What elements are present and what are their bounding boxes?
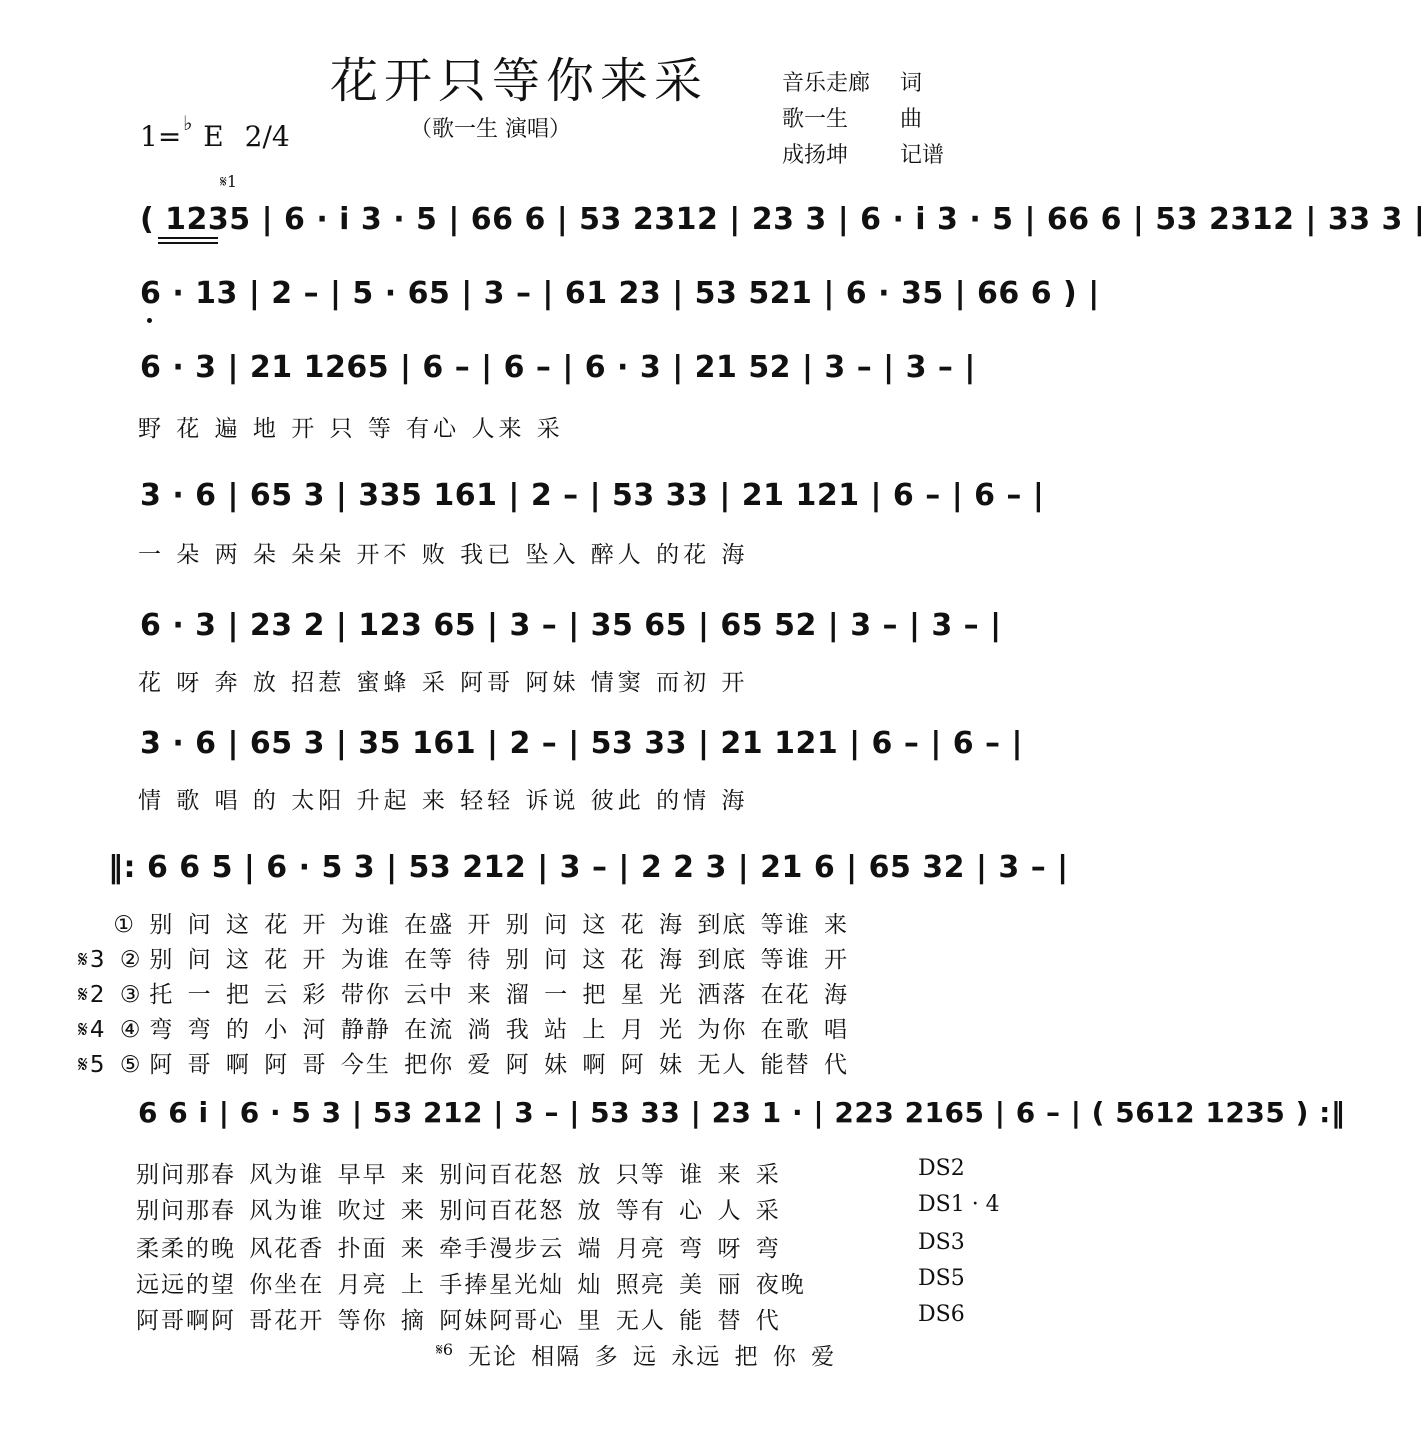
verse-a-3 [78, 976, 849, 1009]
ds-mark-3: DS3 [918, 1230, 965, 1255]
verse-a-5 [78, 1046, 849, 1079]
verse-text: 弯 弯 的 小 河 静静 在流 淌 我 站 上 月 光 为你 在歌 唱 [149, 1017, 849, 1043]
verse-b-3: 柔柔的晚 风花香 扑面 来 牵手漫步云 端 月亮 弯 呀 弯 [136, 1236, 781, 1262]
verse-text: 阿 哥 啊 阿 哥 今生 把你 爱 阿 妹 啊 阿 妹 无人 能替 代 [149, 1052, 849, 1078]
system-3-notes: 6 · 3 | 21 1265 | 6 – | 6 – | 6 · 3 | 21 52 | 3 – | 3 – | [140, 350, 976, 385]
system-6-lyrics: 情 歌 唱 的 太阳 升起 来 轻轻 诉说 彼此 的情 海 [138, 788, 749, 814]
verse-text: 别 问 这 花 开 为谁 在等 待 别 问 这 花 海 到底 等谁 开 [149, 947, 849, 973]
verse-a-4 [78, 1011, 849, 1044]
verse-b-4: 远远的望 你坐在 月亮 上 手捧星光灿 灿 照亮 美 丽 夜晚 [136, 1272, 806, 1298]
system-6-notes: 3 · 6 | 65 3 | 35 161 | 2 – | 53 33 | 21 121 | 6 – | 6 – | [140, 726, 1023, 761]
verse-b-2: 别问那春 风为谁 吹过 来 别问百花怒 放 等有 心 人 采 [136, 1198, 781, 1224]
low-octave-dot [147, 318, 152, 323]
system-5-notes: 6 · 3 | 23 2 | 123 65 | 3 – | 35 65 | 65 52 | 3 – | 3 – | [140, 608, 1002, 643]
time-signature: 2/4 [244, 120, 290, 153]
system-5-lyrics: 花 呀 奔 放 招惹 蜜蜂 采 阿哥 阿妹 情窦 而初 开 [138, 670, 749, 696]
verse-prefix: 𝄋4 ④ [78, 1017, 143, 1043]
system-2-notes: 6 · 13 | 2 – | 5 · 65 | 3 – | 61 23 | 53 521 | 6 · 35 | 66 6 ) | [140, 276, 1100, 311]
song-title: 花开只等你来采 [330, 53, 709, 109]
verse-b-1: 别问那春 风为谁 早早 来 别问百花怒 放 只等 谁 来 采 [136, 1162, 781, 1188]
verse-a-1 [78, 906, 849, 939]
verse-prefix: 𝄋3 ② [78, 947, 143, 973]
segno-mark-6: 𝄋6 [436, 1340, 454, 1359]
system-4-lyrics: 一 朵 两 朵 朵朵 开不 败 我已 坠入 醉人 的花 海 [138, 542, 749, 568]
verse-a-2 [78, 941, 849, 974]
system-8-notes: 6 6 i | 6 · 5 3 | 53 212 | 3 – | 53 33 | 23 1 · | 223 2165 | 6 – | ( 5612 1235 ) :‖ [138, 1096, 1346, 1129]
flat-icon: ♭ [183, 111, 193, 135]
system-7-notes: ‖: 6 6 5 | 6 · 5 3 | 53 212 | 3 – | 2 2 3 | 21 6 | 65 32 | 3 – | [108, 850, 1069, 885]
system-4-notes: 3 · 6 | 65 3 | 335 161 | 2 – | 53 33 | 21 121 | 6 – | 6 – | [140, 478, 1045, 513]
coda-lyrics: 无论 相隔 多 远 永远 把 你 爱 [468, 1344, 837, 1370]
key-signature [140, 120, 290, 153]
verse-text: 托 一 把 云 彩 带你 云中 来 溜 一 把 星 光 洒落 在花 海 [149, 982, 849, 1008]
ds-mark-4: DS5 [918, 1266, 965, 1291]
beam-line [158, 237, 218, 239]
ds-mark-2: DS1 · 4 [918, 1192, 1000, 1217]
performer-line: （歌一生 演唱） [410, 117, 571, 142]
verse-prefix: 𝄋5 ⑤ [78, 1052, 143, 1078]
lyricist-role: 词 [900, 71, 923, 96]
composer-name: 歌一生 [782, 107, 849, 132]
verse-prefix: ① [113, 912, 136, 938]
verse-prefix: 𝄋2 ③ [78, 982, 143, 1008]
ds-mark-5: DS6 [918, 1302, 965, 1327]
composer-role: 曲 [900, 107, 923, 132]
lyricist-name: 音乐走廊 [782, 71, 871, 96]
transcriber-name: 成扬坤 [782, 143, 849, 168]
beam-line [158, 242, 218, 244]
system-1-notes: ( 1235 | 6 · i 3 · 5 | 66 6 | 53 2312 | 23 3 | 6 · i 3 · 5 | 66 6 | 53 2312 | 33 3 | [140, 202, 1425, 237]
verse-text: 别 问 这 花 开 为谁 在盛 开 别 问 这 花 海 到底 等谁 来 [149, 912, 849, 938]
ds-mark-1: DS2 [918, 1156, 965, 1181]
segno-mark-1: 𝄋1 [220, 172, 238, 191]
transcriber-role: 记谱 [900, 143, 945, 168]
key-prefix: 1= [140, 120, 182, 153]
system-3-lyrics: 野 花 遍 地 开 只 等 有心 人来 采 [138, 416, 564, 442]
key-note: E [203, 120, 224, 153]
verse-b-5: 阿哥啊阿 哥花开 等你 摘 阿妹阿哥心 里 无人 能 替 代 [136, 1308, 781, 1334]
